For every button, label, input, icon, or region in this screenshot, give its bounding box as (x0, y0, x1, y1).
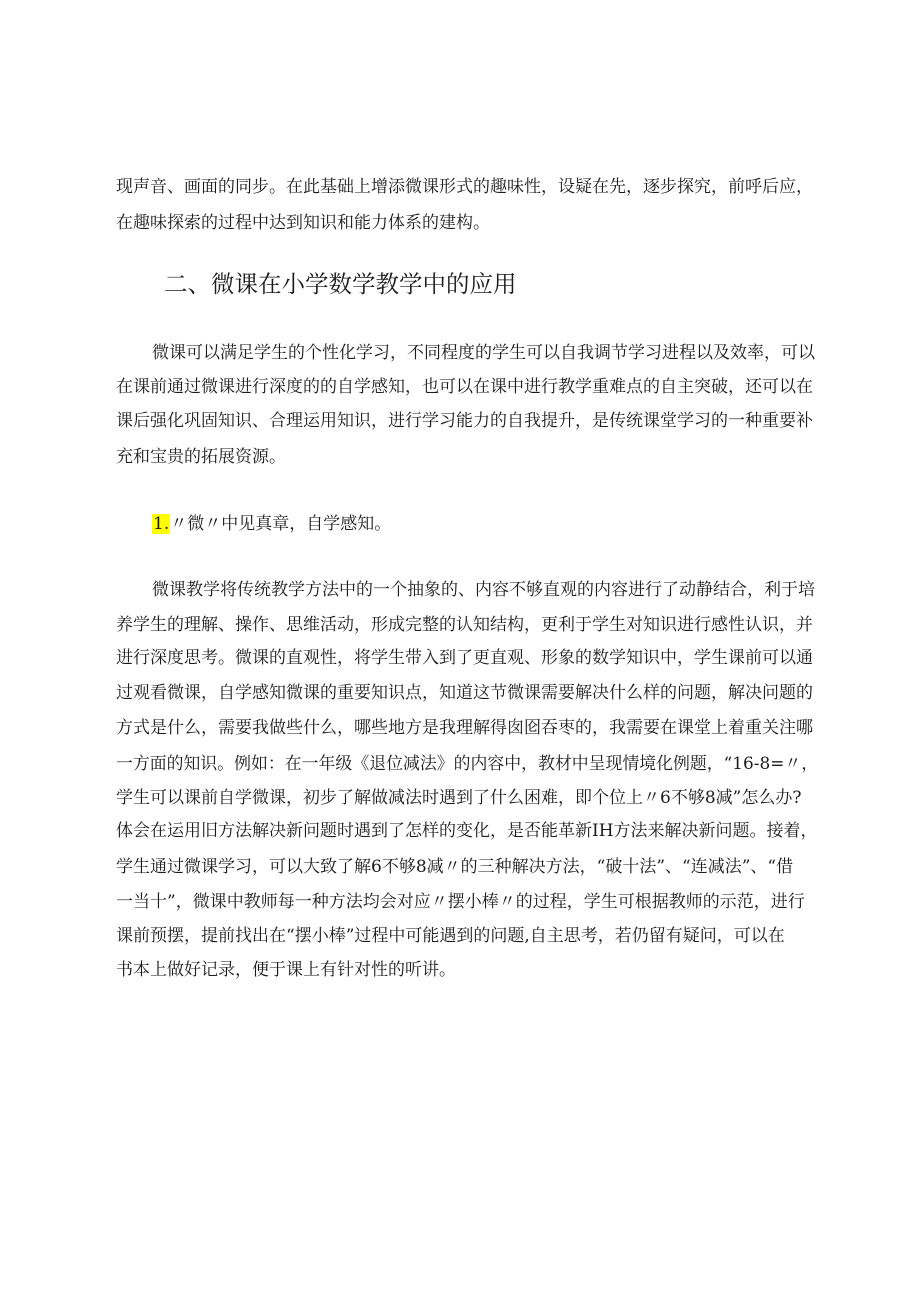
paragraph-line: 进行深度思考。微课的直观性，将学生带入到了更直观、形象的数学知识中，学生课前可以通 (116, 648, 813, 668)
section-heading: 二、微课在小学数学教学中的应用 (164, 270, 517, 298)
paragraph-line: 过观看微课，自学感知微课的重要知识点，知道这节微课需要解决什么样的问题，解决问题的 (116, 683, 813, 703)
paragraph-line: 一方面的知识。例如：在一年级《退位减法》的内容中，教材中呈现情境化例题，“16-8=〃， (116, 754, 819, 774)
paragraph-line: 学生可以课前自学微课，初步了解做减法时遇到了什么困难，即个位上〃6不够8减”怎么办? (116, 788, 802, 808)
paragraph-line: 养学生的理解、操作、思维活动，形成完整的认知结构，更利于学生对知识进行感性认识，并 (116, 615, 813, 635)
paragraph-line: 书本上做好记录，便于课上有针对性的听讲。 (116, 960, 456, 980)
subheading-number: 1. (153, 514, 170, 534)
paragraph-line: 一当十”，微课中教师每一种方法均会对应〃摆小棒〃的过程，学生可根据教师的示范，进行 (116, 892, 805, 912)
paragraph-line: 课前预摆，提前找出在“摆小棒”过程中可能遇到的问题,自主思考，若仍留有疑问，可以在 (116, 926, 785, 946)
paragraph-line: 学生通过微课学习，可以大致了解6不够8减〃的三种解决方法，“破十法”、“连减法”、“借 (116, 857, 794, 877)
subheading (152, 513, 391, 535)
paragraph-line: 体会在运用旧方法解决新问题时遇到了怎样的变化，是否能革新IH方法来解决新问题。接着， (116, 821, 818, 841)
intro-line: 现声音、画面的同步。在此基础上增添微课形式的趣味性，设疑在先，逐步探究，前呼后应， (116, 177, 813, 197)
paragraph-line: 在课前通过微课进行深度的的自学感知，也可以在课中进行教学重难点的自主突破，还可以在 (116, 377, 813, 397)
paragraph-line: 课后强化巩固知识、合理运用知识，进行学习能力的自我提升，是传统课堂学习的一种重要补 (116, 411, 813, 431)
intro-line: 在趣味探索的过程中达到知识和能力体系的建构。 (116, 213, 490, 233)
paragraph-line: 微课教学将传统教学方法中的一个抽象的、内容不够直观的内容进行了动静结合，利于培 (152, 580, 815, 600)
paragraph-line: 方式是什么，需要我做些什么，哪些地方是我理解得囱囵吞枣的，我需要在课堂上着重关注哪 (116, 718, 813, 738)
paragraph-line: 微课可以满足学生的个性化学习，不同程度的学生可以自我调节学习进程以及效率，可以 (152, 343, 815, 363)
subheading-text: 〃微〃中见真章，自学感知。 (170, 514, 392, 534)
paragraph-line: 充和宝贵的拓展资源。 (116, 447, 286, 467)
